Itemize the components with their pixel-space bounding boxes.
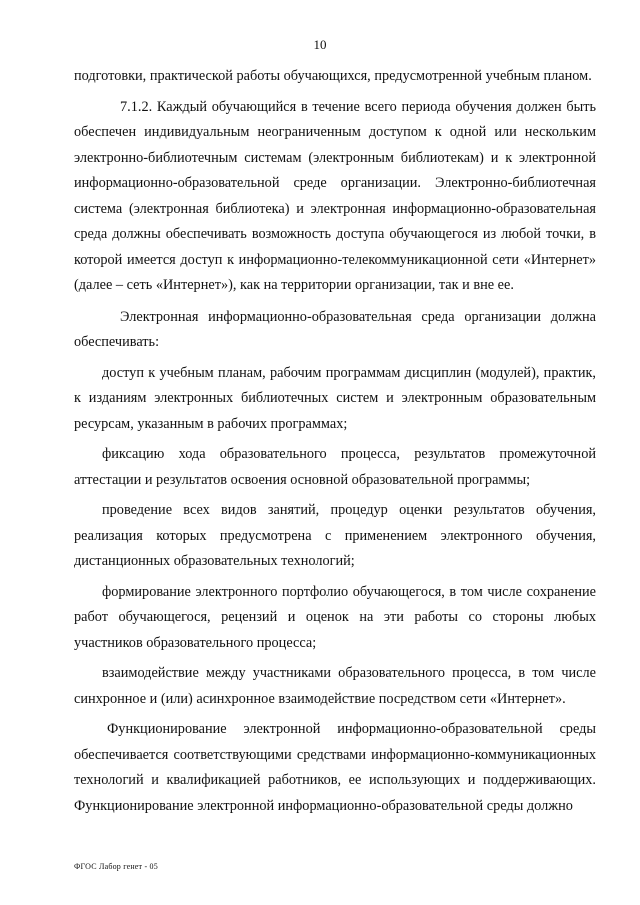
page-content [74, 64, 596, 819]
list-item-portfolio: формирование электронного портфолио обучающегося, в том числе сохранение работ обучающегося, рецензий и оценок на эти работы со стороны любых участников образовательного процесса; [74, 583, 596, 651]
paragraph-eios-requirements: Электронная информационно-образовательная среда организации должна обеспечивать: [74, 308, 596, 350]
list-item-classes: проведение всех видов занятий, процедур оценки результатов обучения, реализация которых предусмотрена с применением электронного обучения, дистанционных образовательных технологий; [74, 502, 596, 569]
paragraph-functioning: Функционирование электронной информационно-образовательной среды обеспечивается соответствующими средствами информационно-коммуникационных технологий и квалификацией работников, ее использующих и поддерживающих. Функционирование электронной информационно-образовательной среды должно [74, 721, 596, 814]
list-item-recording: фиксацию хода образовательного процесса, результатов промежуточной аттестации и результатов освоения основной образовательной программы; [74, 446, 596, 488]
list-item-interaction: взаимодействие между участниками образовательного процесса, в том числе синхронное и (или) асинхронное взаимодействие посредством сети «Интернет». [74, 665, 596, 707]
paragraph-continuation: подготовки, практической работы обучающихся, предусмотренной учебным планом. [74, 68, 592, 84]
list-item-access: доступ к учебным планам, рабочим программам дисциплин (модулей), практик, к изданиям электронных библиотечных систем и электронным образовательным ресурсам, указанным в рабочих программах; [74, 364, 596, 432]
paragraph-7-1-2: 7.1.2. Каждый обучающийся в течение всего периода обучения должен быть обеспечен индивидуальным неограниченным доступом к одной или нескольким электронно-библиотечным системам (электронным библиотекам) и к электронной информационно-образовательной среде организации. Электронно-библиотечная система (электронная библиотека) и электронная информационно-образовательная среда должны обеспечивать возможность доступа обучающегося из любой точки, в которой имеется доступ к информационно-телекоммуникационной сети «Интернет» (далее – сеть «Интернет»), как на территории организации, так и вне ее. [74, 98, 596, 293]
footer-code: ФГОС Лабор генет - 05 [74, 862, 158, 871]
page-number: 10 [313, 37, 327, 52]
